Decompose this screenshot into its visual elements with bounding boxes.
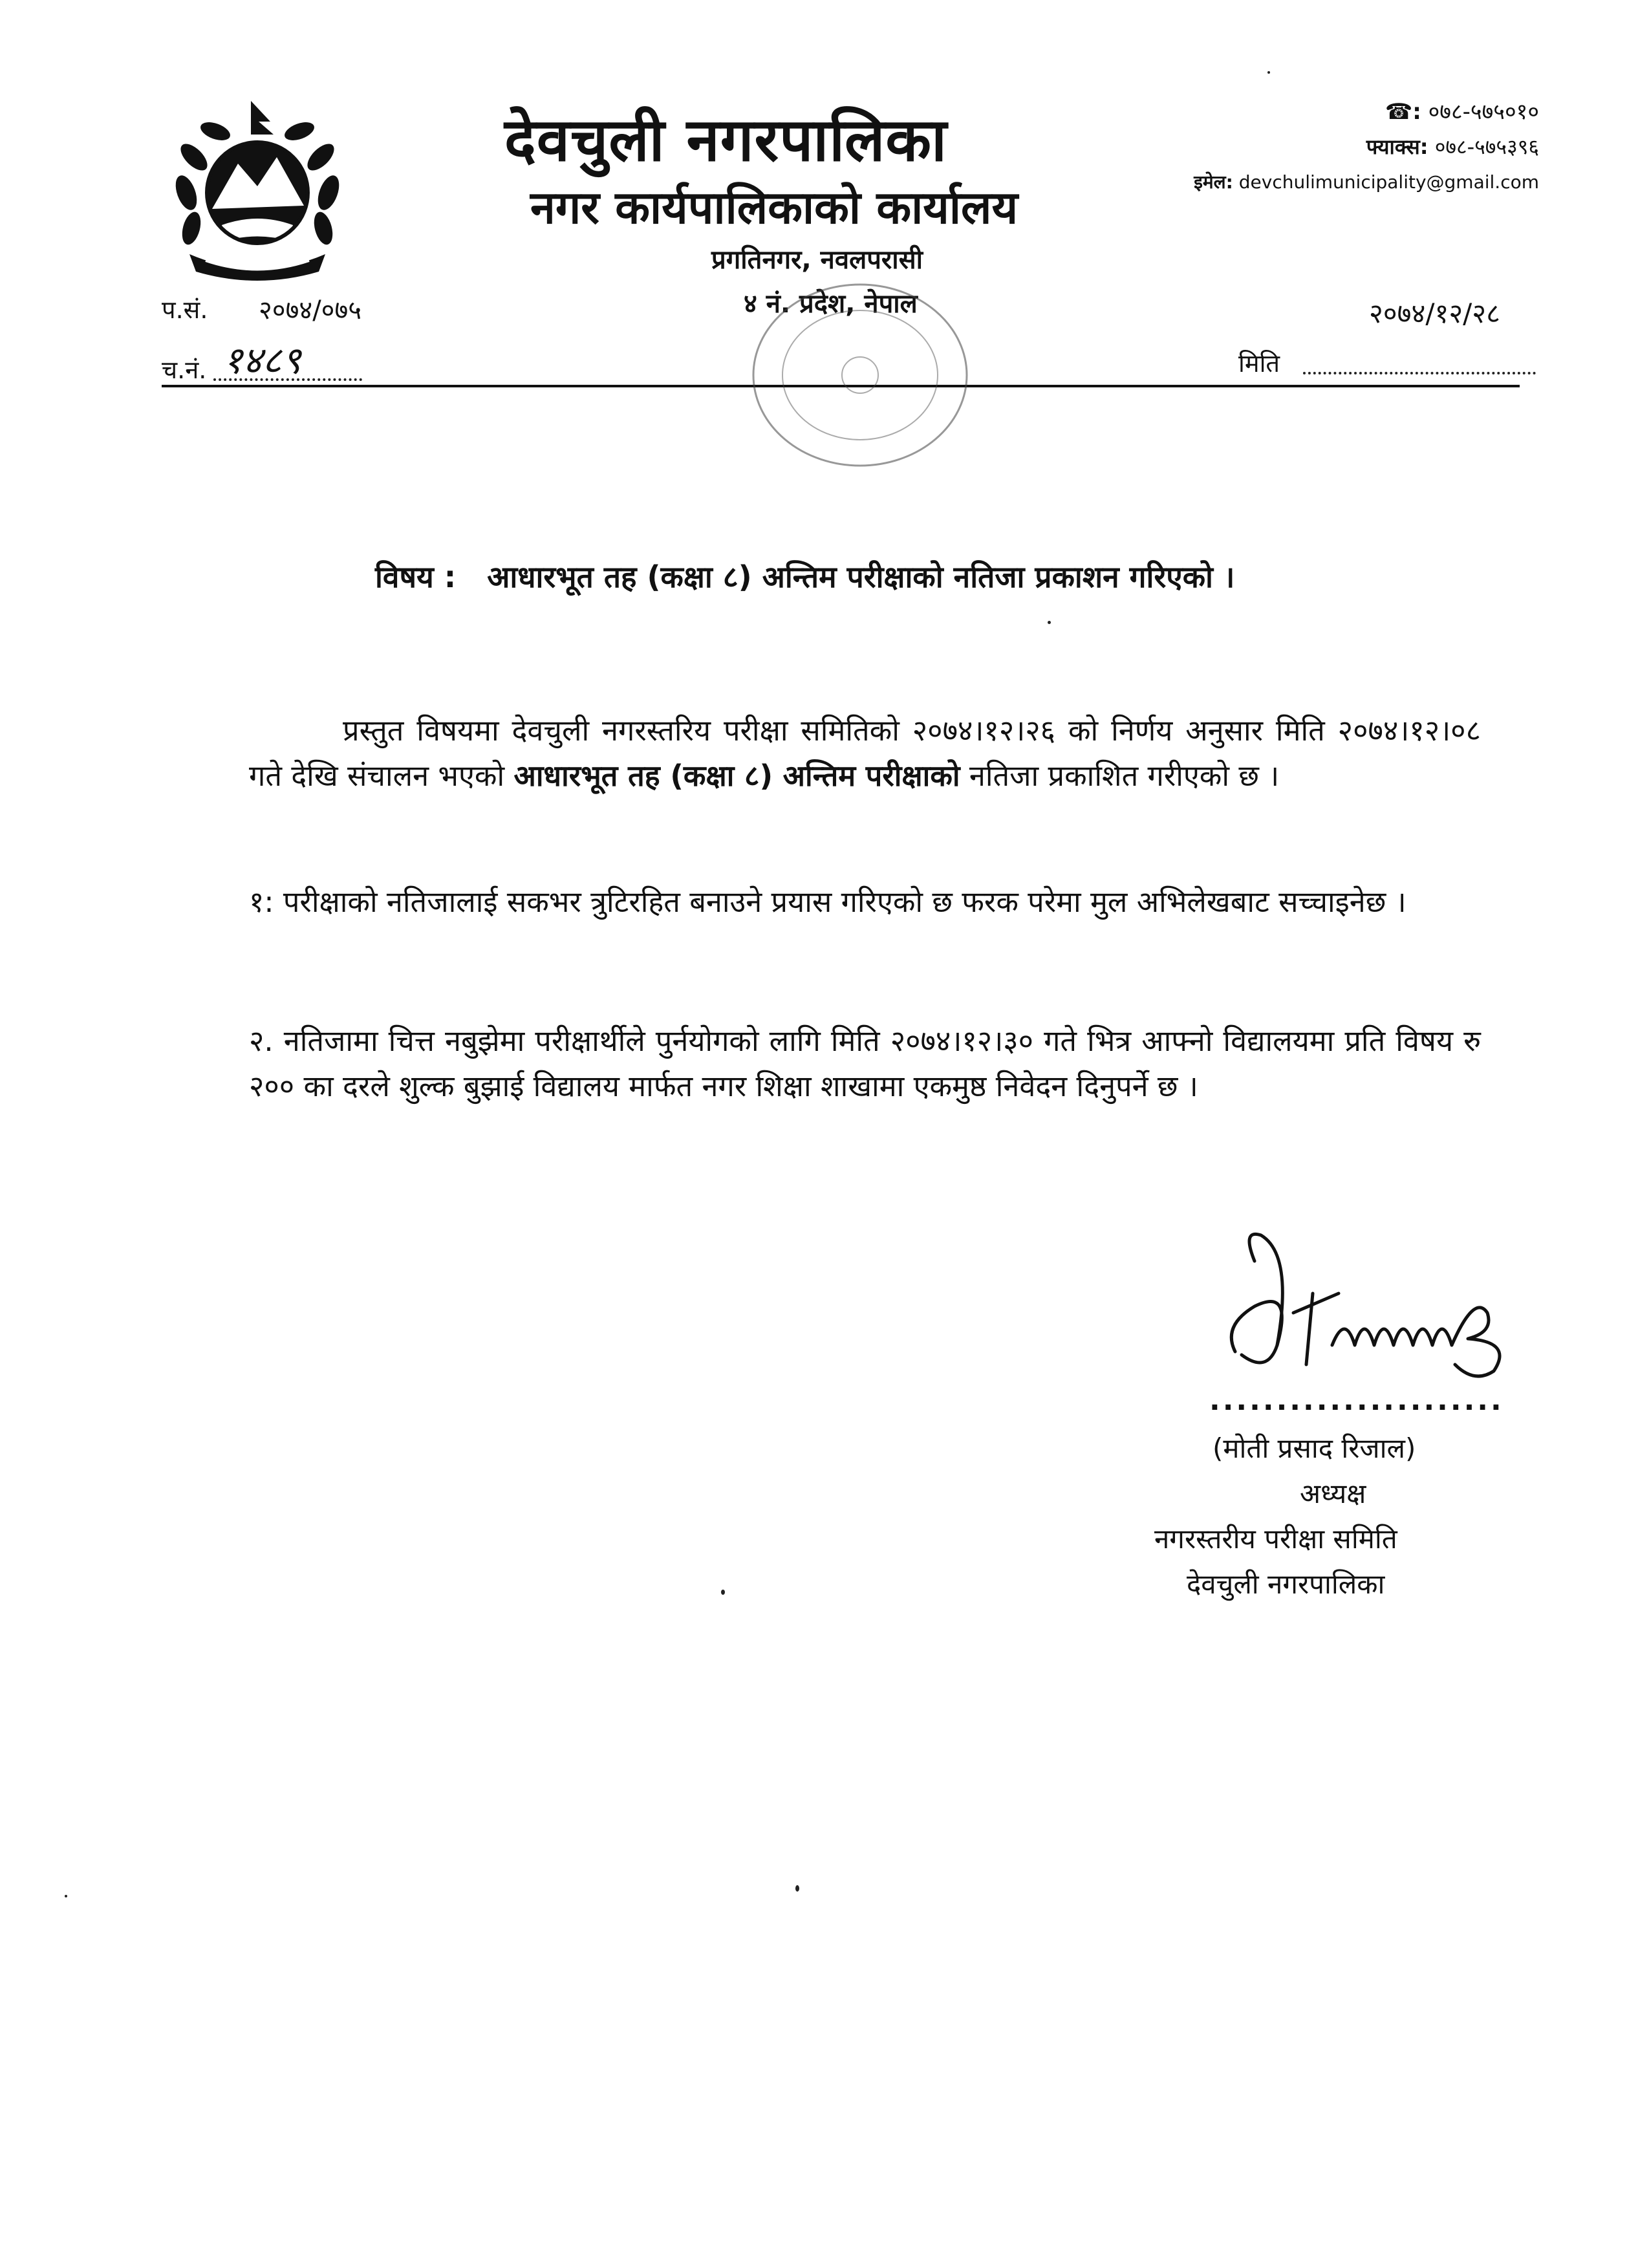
signature-dotted-line: ......................	[1209, 1384, 1504, 1417]
email-address: devchulimunicipality@gmail.com	[1238, 171, 1539, 193]
fax-line	[1366, 133, 1539, 160]
scan-speck	[795, 1885, 799, 1892]
phone-line: ☎: ०७८-५७५०१०	[1385, 99, 1539, 125]
cn-label: च.नं.	[162, 356, 207, 384]
phone-number: ०७८-५७५०१०	[1428, 99, 1539, 125]
scan-speck	[65, 1895, 67, 1897]
date-dotted-line	[1303, 372, 1536, 374]
ps-label: प.सं.	[162, 296, 208, 324]
date-value: २०७४/१२/२८	[1368, 297, 1500, 329]
address-line-2: ४ नं. प्रदेश, नेपाल	[744, 289, 918, 319]
handwritten-signature	[1216, 1216, 1539, 1397]
date-label: मिति	[1238, 349, 1280, 378]
body-paragraph-1	[249, 708, 1481, 799]
scan-speck	[1267, 71, 1270, 74]
email-line	[1194, 169, 1539, 194]
nepal-emblem-logo	[160, 96, 354, 290]
signatory-organization: देवचुली नगरपालिका	[1187, 1568, 1385, 1600]
body-paragraph-2: १: परीक्षाको नतिजालाई सकभर त्रुटिरहित बनाउने प्रयास गरिएको छ फरक परेमा मुल अभिलेखबाट सच्चाइनेछ ।	[249, 885, 1406, 919]
email-label: इमेल:	[1194, 171, 1233, 193]
subject-text: आधारभूत तह (कक्षा ८) अन्तिम परीक्षाको नतिजा प्रकाशन गरिएको ।	[487, 559, 1235, 594]
p1-bold-text: आधारभूत तह (कक्षा ८) अन्तिम परीक्षाको	[513, 759, 960, 793]
address-line-1: प्रगतिनगर, नवलपरासी	[711, 245, 923, 275]
office-title: नगर कार्यपालिकाको कार्यालय	[530, 181, 1018, 234]
subject-label: विषय :	[375, 559, 457, 594]
signatory-role: अध्यक्ष	[1300, 1478, 1366, 1509]
cn-dotted-line	[213, 378, 362, 381]
scan-speck	[1048, 621, 1051, 624]
p1-pre-text: प्रस्तुत विषयमा देवचुली नगरस्तरिय परीक्षा समितिको २०७४।१२।२६ को निर्णय अनुसार मिति २०७४।१२।०८ गते देखि संचालन भएको	[249, 713, 1481, 793]
signatory-committee: नगरस्तरीय परीक्षा समिति	[1154, 1523, 1397, 1555]
p1-post-text: नतिजा प्रकाशित गरीएको छ ।	[960, 759, 1280, 793]
signatory-name: (मोती प्रसाद रिजाल)	[1212, 1432, 1416, 1464]
fax-label: फ्याक्स:	[1366, 135, 1428, 159]
body-paragraph-3: २. नतिजामा चित्त नबुझेमा परीक्षार्थीले पुर्नयोगको लागि मिति २०७४।१२।३० गते भित्र आफ्नो विद्यालयमा प्रति विषय रु २०० का दरले शुल्क बुझाई विद्यालय मार्फत नगर शिक्षा शाखामा एकमुष्ठ निवेदन दिनुपर्ने छ ।	[249, 1024, 1481, 1103]
scan-speck	[721, 1590, 725, 1595]
ps-value: २०७४/०७५	[259, 296, 362, 325]
telephone-icon: ☎	[1385, 99, 1413, 125]
office-stamp	[737, 272, 983, 479]
municipality-title: देवचुली नगरपालिका	[504, 105, 947, 175]
cn-value: १४८९	[223, 338, 301, 382]
fax-number: ०७८-५७५३९६	[1434, 135, 1539, 159]
subject-line	[375, 556, 1234, 596]
